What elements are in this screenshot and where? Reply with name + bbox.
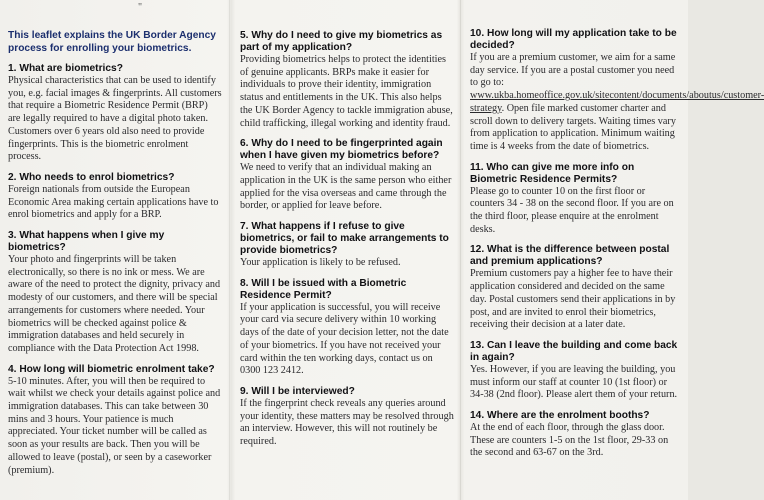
- faq-12: [470, 244, 682, 332]
- faq-2: [8, 172, 222, 222]
- question-6: 6. Why do I need to be fingerprinted again when I have given my biometrics before?: [240, 138, 443, 162]
- answer-3: Your photo and fingerprints will be taken electronically, so there is no ink or mess. We are aware of the need to protect the dignity, privacy and modesty of our customers, and there will be special arrangements for customers where needed. Your biometrics will be checked against police & immigration databases and held securely in compliance with the Data Protection Act 1998.: [8, 254, 221, 354]
- question-7: 7. What happens if I refuse to give biometrics, or fail to make arrangements to provide biometrics?: [240, 221, 449, 257]
- fold-line-left: [229, 0, 230, 500]
- answer-12: Premium customers pay a higher fee to have their application considered and decided on the same day. Postal customers send their applications in by post, and are invited to enrol their biometrics, receiving their decision at a later date.: [470, 268, 676, 331]
- answer-6: We need to verify that an individual making an application in the UK is the same person who either applied for the visa overseas and came through the border, or applied for leave before.: [240, 162, 452, 212]
- question-1: 1. What are biometrics?: [8, 63, 123, 74]
- answer-13: Yes. However, if you are leaving the building, you must inform our staff at counter 10 (1st floor) or 34-38 (2nd floor). Please alert them of your return.: [470, 363, 678, 401]
- answer-8: If your application is successful, you will receive your card via secure delivery within 10 working days of the date of your decision letter, not the date of your biometrics. If you have not received your card within the ten working days, contact us on 0300 123 2412.: [240, 301, 449, 377]
- faq-8: [240, 278, 454, 378]
- faq-7: [240, 221, 454, 270]
- column-2: [240, 0, 454, 500]
- faq-4: [8, 364, 222, 478]
- faq-13: [470, 340, 682, 402]
- stray-mark: ": [138, 2, 143, 13]
- answer-5: Providing biometrics helps to protect the identities of genuine applicants. BRPs make it easier for individuals to prove their identity, immigration status and entitlements in the UK. This also helps the UK Border Agency to tackle immigration abuse, child trafficking, illegal working and identity fraud.: [240, 54, 453, 129]
- faq-11: [470, 162, 682, 237]
- faq-14: [470, 410, 682, 460]
- question-12: 12. What is the difference between postal and premium applications?: [470, 244, 670, 268]
- question-8: 8. Will I be issued with a Biometric Residence Permit?: [240, 277, 407, 301]
- question-3: 3. What happens when I give my biometrics?: [8, 230, 165, 254]
- question-5: 5. Why do I need to give my biometrics as part of my application?: [240, 30, 443, 53]
- faq-9: [240, 386, 454, 449]
- faq-5: [240, 30, 454, 130]
- answer-10-rest: . Open file marked customer charter and scroll down to delivery targets. Waiting times vary from application to application. Minimum waiting time is 4 weeks from the date of biometrics.: [470, 102, 676, 152]
- answer-10: [470, 52, 764, 154]
- answer-10-intro: If you are a premium customer, we aim for a same day service. If you are a postal customer you need to go to:: [470, 52, 676, 89]
- question-14: 14. Where are the enrolment booths?: [470, 410, 650, 422]
- answer-9: If the fingerprint check reveals any queries around your identity, these matters may be resolved through an interview. However, this will not routinely be required.: [240, 397, 454, 448]
- answer-14: At the end of each floor, through the glass door. These are counters 1-5 on the 1st floor, 29-33 on the second and 63-67 on the 3rd.: [470, 422, 669, 459]
- answer-4: 5-10 minutes. After, you will then be required to wait whilst we check your details against police and immigration databases. This can take between 30 mins and 3 hours. Your patience is much appreciated. Your ticket number will be called as soon as your results are back. Then you will be allowed to leave (postal), or seen by a caseworker (premium).: [8, 375, 221, 476]
- answer-11: Please go to counter 10 on the first floor or counters 34 - 38 on the second floor. If you are on the third floor, please enquire at the enrolment desks.: [470, 185, 674, 235]
- fold-line-right: [460, 0, 461, 500]
- customer-strategy-link[interactable]: www.ukba.homeoffice.gov.uk/sitecontent/documents/aboutus/customer-strategy: [470, 90, 764, 114]
- question-4: 4. How long will biometric enrolment take?: [8, 363, 215, 375]
- answer-7: Your application is likely to be refused.: [240, 257, 401, 269]
- column-3: [470, 0, 764, 500]
- faq-10: [470, 28, 764, 154]
- question-9: 9. Will I be interviewed?: [240, 385, 355, 397]
- question-2: 2. Who needs to enrol biometrics?: [8, 171, 175, 183]
- question-10: 10. How long will my application take to be decided?: [470, 28, 677, 51]
- intro-text: This leaflet explains the UK Border Agency process for enrolling your biometrics.: [8, 30, 216, 54]
- faq-1: [8, 63, 222, 164]
- column-1: [8, 0, 222, 500]
- faq-3: [8, 230, 222, 356]
- faq-6: [240, 138, 454, 213]
- answer-1: Physical characteristics that can be used to identify you, e.g. facial images & fingerprints. All customers that require a Biometric Residence Permit (BRP) are legally required to have a digital photo taken. Customers over 6 years old also need to provide fingerprints. This is the biometric enrolment process.: [8, 75, 222, 163]
- question-13: 13. Can I leave the building and come back in again?: [470, 339, 678, 363]
- answer-2: Foreign nationals from outside the European Economic Area making certain applications have to enrol biometrics and apply for a BRP.: [8, 183, 219, 221]
- question-11: 11. Who can give me more info on Biometric Residence Permits?: [470, 161, 635, 185]
